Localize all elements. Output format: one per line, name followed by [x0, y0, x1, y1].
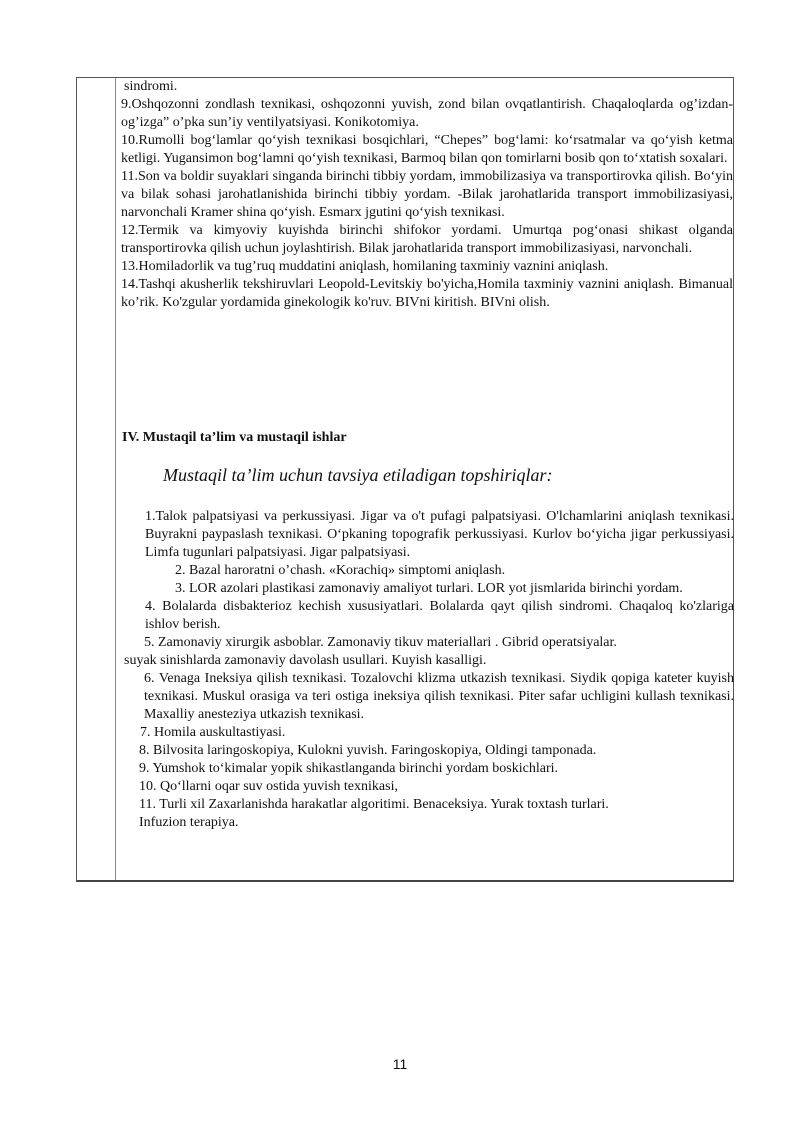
paragraph-item: 13.Homiladorlik va tug’ruq muddatini aniqlash, homilaning taxminiy vaznini aniqlash. — [121, 259, 609, 274]
top-paragraphs — [121, 78, 734, 312]
paragraph-item: 10.Rumolli bog‘lamlar qo‘yish texnikasi bosqichlari, “Chepes” bog‘lami: ko‘rsatmalar va qo‘yish ketma ketligi. Yugansimon bog‘lamni qo‘yish texnikasi, Barmoq bilan qon tomirlarni bosib qon to‘xtatish soxalari. — [121, 133, 733, 166]
paragraph-item: sindromi. — [124, 79, 178, 94]
list-item: 4. Bolalarda disbakterioz kechish xususiyatlari. Bolalarda qayt qilish sindromi. Chaqaloq ko'zlariga ishlov berish. — [145, 599, 734, 632]
paragraph-item: 11.Son va boldir suyaklari singanda birinchi tibbiy yordam, immobilizasiya va transportirovka qilish. Bo‘yin va bilak sohasi jarohatlanishida birinchi tibbiy yordam. -Bilak jarohatlarida transport immobilizasiyasi, narvonchali Kramer shina qo‘yish. Esmarx jgutini qo‘yish texnikasi. — [121, 169, 733, 220]
page-number: 11 — [392, 1056, 408, 1072]
subtitle: Mustaqil ta’lim uchun tavsiya etiladigan topshiriqlar: — [163, 465, 553, 485]
task-list — [124, 508, 735, 832]
list-item: 11. Turli xil Zaxarlanishda harakatlar algoritimi. Benaceksiya. Yurak toxtash turlari. — [139, 797, 609, 812]
list-item: 10. Qo‘llarni oqar suv ostida yuvish texnikasi, — [139, 779, 398, 794]
list-item: Infuzion terapiya. — [139, 815, 239, 830]
list-item: suyak sinishlarda zamonaviy davolash usullari. Kuyish kasalligi. — [124, 653, 487, 668]
paragraph-item: 9.Oshqozonni zondlash texnikasi, oshqozonni yuvish, zond bilan ovqatlantirish. Chaqaloqlarda og’izdan-og’izga” o’pka sun’iy ventilyatsiyasi. Konikotomiya. — [121, 97, 733, 130]
table-column-divider — [115, 78, 116, 880]
list-item: 9. Yumshok to‘kimalar yopik shikastlanganda birinchi yordam boskichlari. — [139, 761, 559, 776]
paragraph-item: 12.Termik va kimyoviy kuyishda birinchi shifokor yordami. Umurtqa pog‘onasi shikast olganda transportirovka qilish uchun joylashtirish. Bilak jarohatlarida transport immobilizasiyasi, narvonchali. — [121, 223, 733, 256]
paragraph-item: 14.Tashqi akusherlik tekshiruvlari Leopold-Levitskiy bo'yicha,Homila taxminiy vaznini aniqlash. Bimanual ko’rik. Ko'zgular yordamida ginekologik ko'ruv. BIVni kiritish. BIVni olish. — [121, 277, 733, 310]
list-item: 2. Bazal haroratni o’chash. «Korachiq» simptomi aniqlash. — [175, 563, 506, 578]
list-item: 7. Homila auskultastiyasi. — [140, 725, 286, 740]
list-item: 8. Bilvosita laringoskopiya, Kulokni yuvish. Faringoskopiya, Oldingi tamponada. — [139, 743, 597, 758]
section-title: IV. Mustaqil ta’lim va mustaqil ishlar — [122, 430, 347, 445]
list-item: 3. LOR azolari plastikasi zamonaviy amaliyot turlari. LOR yot jismlarida birinchi yordam. — [175, 581, 683, 596]
list-item: 6. Venaga Ineksiya qilish texnikasi. Tozalovchi klizma utkazish texnikasi. Siydik qopiga kateter kuyish texnikasi. Muskul orasiga va teri ostiga ineksiya qilish texnikasi. Piter safar uchligini kullash texnikasi. Maxalliy anesteziya utkazish texnikasi. — [144, 671, 734, 722]
list-item: 1.Talok palpatsiyasi va perkussiyasi. Jigar va o't pufagi palpatsiyasi. O'lchamlarini aniqlash texnikasi. Buyrakni paypaslash texnikasi. O‘pkaning topografik perkussiyasi. Kurlov bo‘yicha jigar perkussiyasi. Limfa tugunlari palpatsiyasi. Jigar palpatsiyasi. — [145, 509, 734, 560]
list-item: 5. Zamonaviy xirurgik asboblar. Zamonaviy tikuv materiallari . Gibrid operatsiyalar. — [144, 635, 617, 650]
